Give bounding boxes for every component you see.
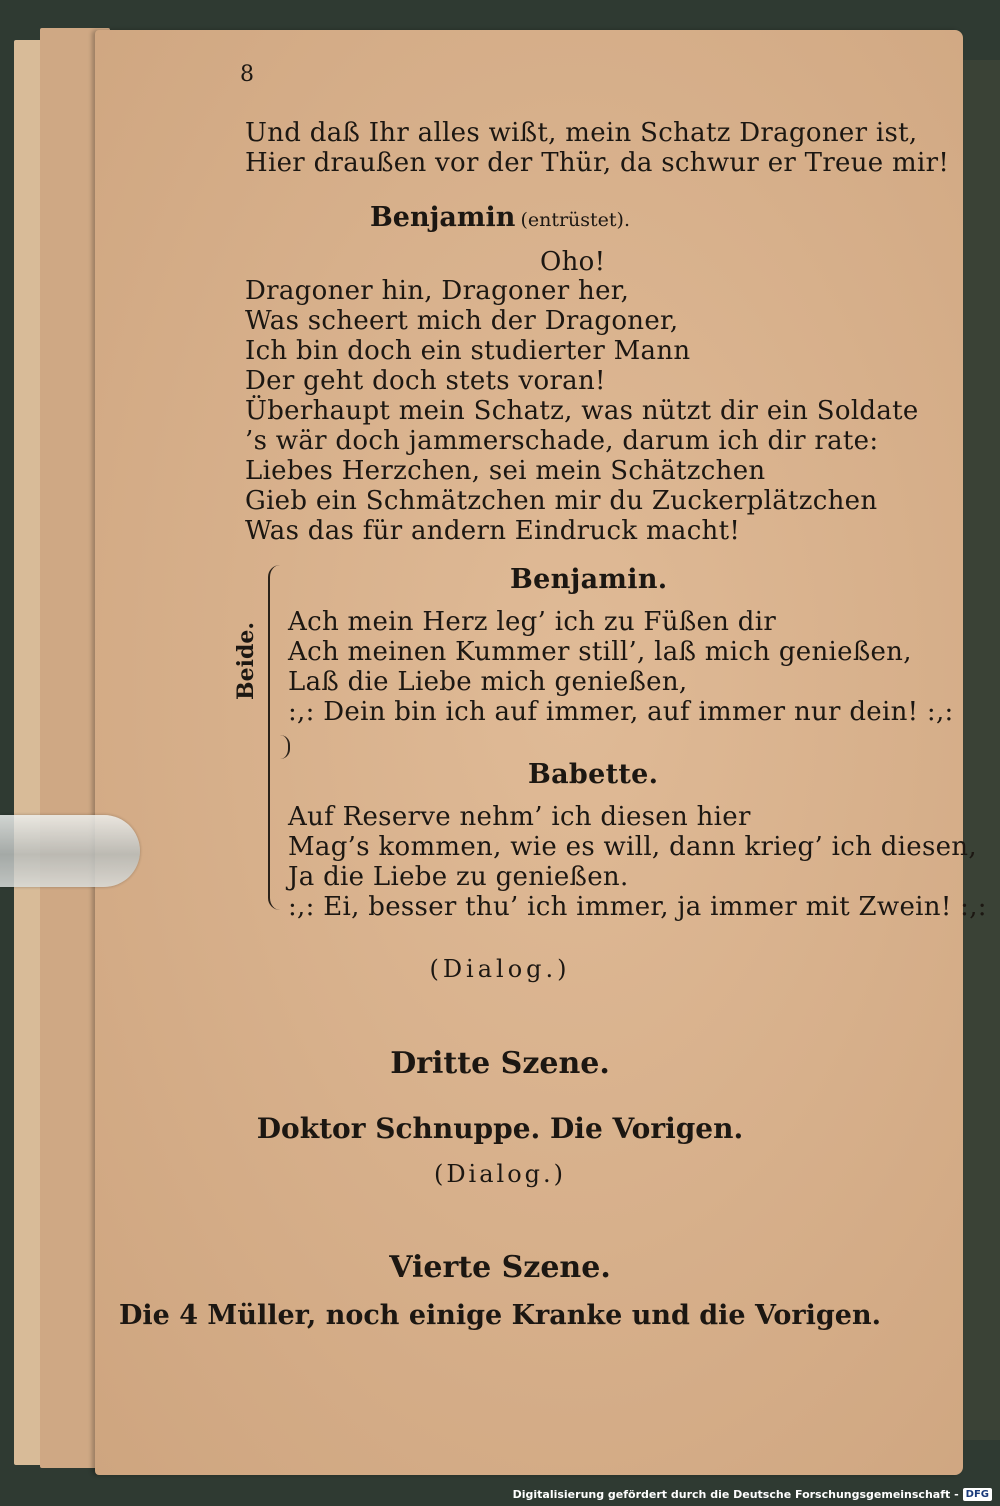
dialog-note: (Dialog.) (429, 955, 571, 983)
dfg-logo-icon: DFG (963, 1488, 992, 1501)
verse-line: Was das für andern Eindruck macht! (245, 516, 741, 546)
verse-line: Auf Reserve nehm’ ich diesen hier (288, 802, 751, 832)
scene-title-4: Vierte Szene. (389, 1250, 611, 1285)
intro-line: Und daß Ihr alles wißt, mein Schatz Dragoner ist, (245, 118, 918, 148)
duet-verse-benjamin (288, 607, 954, 727)
page-clip (0, 815, 140, 887)
beide-label: Beide. (233, 622, 259, 700)
intro-verse (245, 118, 949, 178)
scene-title-3: Dritte Szene. (390, 1046, 610, 1081)
verse-line: Ja die Liebe zu genießen. (288, 862, 629, 892)
verse-line: ’s wär doch jammerschade, darum ich dir rate: (245, 426, 879, 456)
digitization-footer (513, 1484, 992, 1504)
scene-cast-3: Doktor Schnuppe. Die Vorigen. (256, 1112, 744, 1145)
page-number: 8 (240, 62, 254, 87)
verse-line: Gieb ein Schmätzchen mir du Zuckerplätzchen (245, 486, 878, 516)
verse-line: Was scheert mich der Dragoner, (245, 306, 679, 336)
duet-speaker-babette: Babette. (528, 759, 659, 790)
verse-line: :,: Ei, besser thu’ ich immer, ja immer mit Zwein! :,: (288, 892, 987, 922)
duet-verse-babette (288, 802, 987, 922)
dialog-note: (Dialog.) (433, 1160, 567, 1188)
verse-line: Der geht doch stets voran! (245, 366, 606, 396)
footer-text: Digitalisierung gefördert durch die Deutsche Forschungsgemeinschaft - (512, 1487, 959, 1501)
scene-cast-4: Die 4 Müller, noch einige Kranke und die Vorigen. (119, 1300, 881, 1331)
speaker-name: Benjamin (369, 202, 516, 233)
verse-line: Dragoner hin, Dragoner her, (245, 276, 630, 306)
intro-line: Hier draußen vor der Thür, da schwur er Treue mir! (245, 148, 950, 178)
duet-speaker-benjamin: Benjamin. (510, 564, 668, 595)
verse-line: Ach mein Herz leg’ ich zu Füßen dir (288, 607, 777, 637)
exclamation: Oho! (540, 247, 606, 277)
verse-line: Ich bin doch ein studierter Mann (245, 336, 691, 366)
verse-line: Ach meinen Kummer still’, laß mich genießen, (288, 637, 912, 667)
verse-line: Liebes Herzchen, sei mein Schätzchen (245, 456, 766, 486)
verse-line: Mag’s kommen, wie es will, dann krieg’ ich diesen, (288, 832, 977, 862)
verse-benjamin (245, 276, 919, 546)
verse-line: :,: Dein bin ich auf immer, auf immer nur dein! :,: (288, 697, 954, 727)
speaker-heading-benjamin (0, 202, 1000, 233)
stage-direction: (entrüstet). (520, 209, 631, 231)
verse-line: Überhaupt mein Schatz, was nützt dir ein Soldate (245, 396, 919, 426)
verse-line: Laß die Liebe mich genießen, (288, 667, 688, 697)
